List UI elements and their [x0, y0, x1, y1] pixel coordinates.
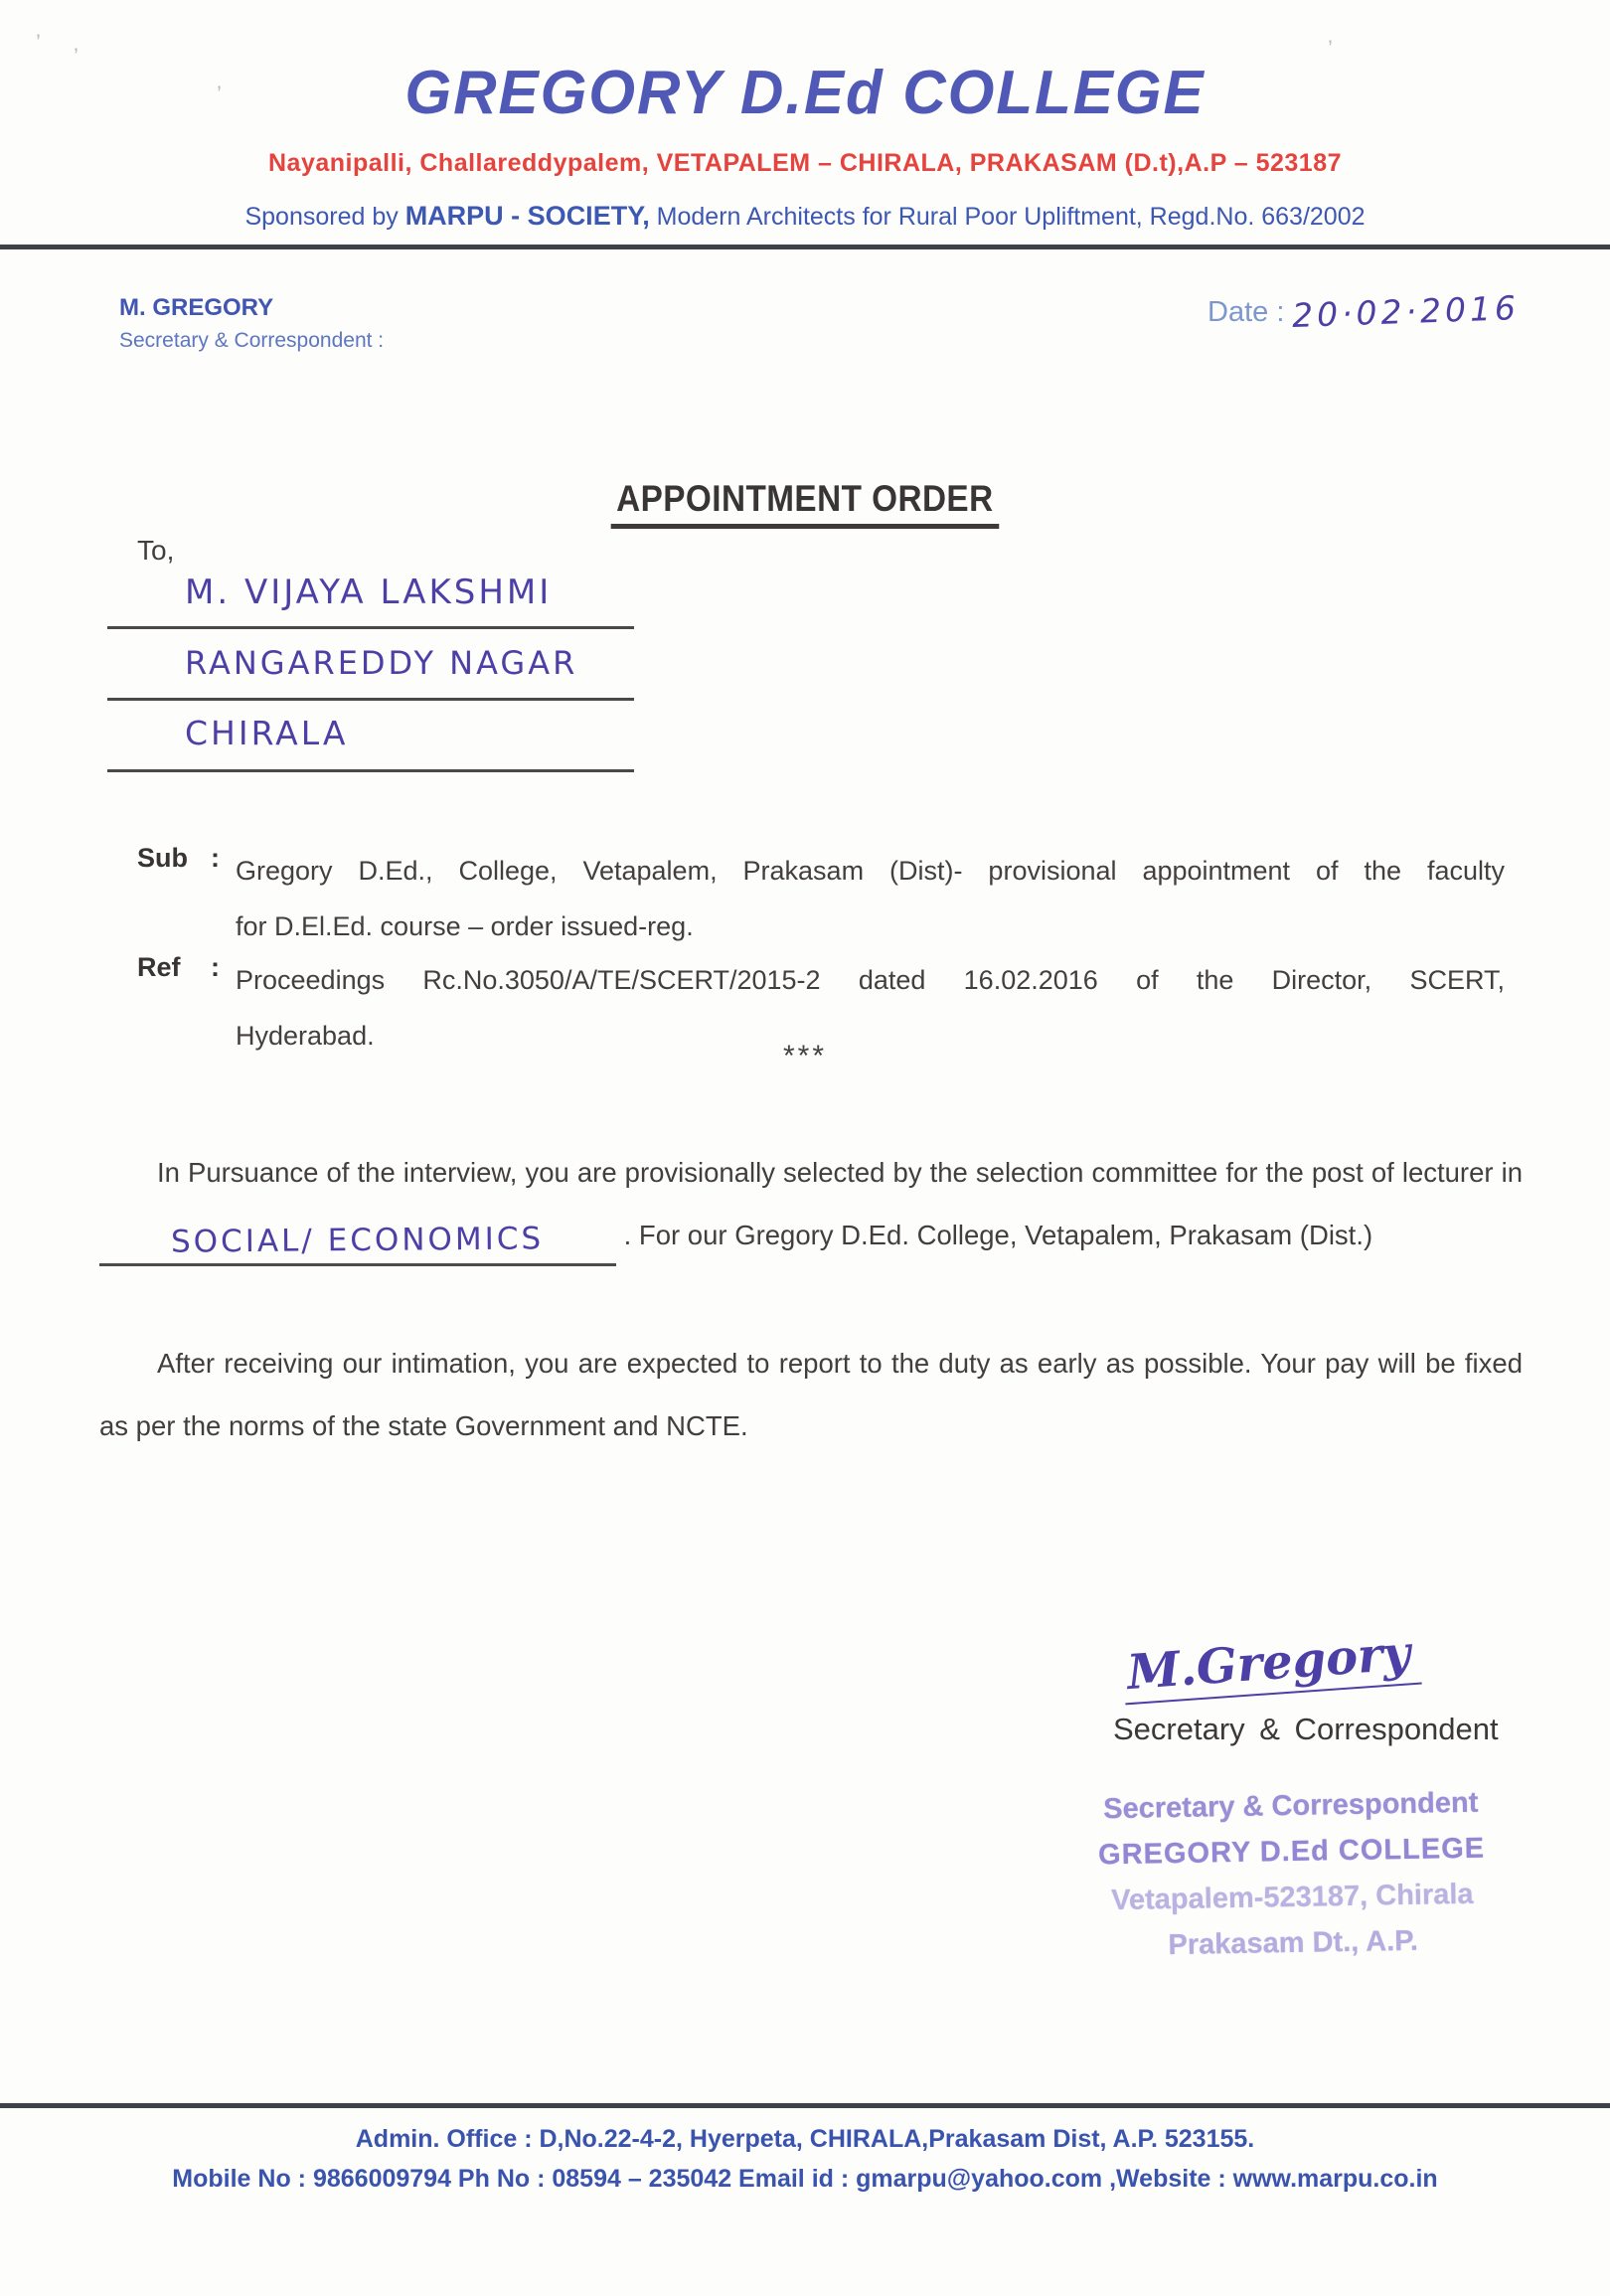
- sponsor-prefix: Sponsored by: [244, 203, 405, 231]
- paragraph-1-lead: In Pursuance of the interview, you are provisionally selected by the selection committee for the post of lecturer in: [157, 1157, 1523, 1188]
- college-name: GREGORY D.Ed COLLEGE: [404, 59, 1206, 127]
- reference-label: Ref: [137, 952, 181, 982]
- scan-artifact: ’: [36, 30, 41, 55]
- college-address: Nayanipalli, Challareddypalem, VETAPALEM – CHIRALA, PRAKASAM (D.t),A.P – 523187: [267, 149, 1343, 177]
- subject-text-line-2: for D.El.Ed. course – order issued-reg.: [236, 911, 694, 941]
- handwritten-recipient-name: M. VIJAYA LAKSHMI: [185, 573, 553, 612]
- recipient-area-line: [107, 644, 634, 701]
- handwritten-date: 20·02·2016: [1291, 288, 1522, 335]
- scan-artifact: ’: [74, 44, 79, 69]
- subject-colon: :: [211, 843, 220, 873]
- subject-label: Sub: [137, 843, 188, 873]
- recipient-city-line: [107, 714, 634, 772]
- stamp-line-2: GREGORY D.Ed COLLEGE: [1097, 1832, 1486, 1872]
- footer-rule: [0, 2103, 1610, 2108]
- subject-blank-line: [99, 1219, 616, 1266]
- handwritten-recipient-city: CHIRALA: [185, 714, 349, 752]
- reference-text-line-1: Proceedings Rc.No.3050/A/TE/SCERT/2015-2 dated 16.02.2016 of the Director, SCERT,: [236, 965, 1505, 995]
- section-separator: ***: [782, 1040, 828, 1072]
- sponsor-line: [0, 201, 1610, 232]
- handwritten-subject-name: SOCIAL/ ECONOMICS: [171, 1221, 545, 1260]
- officer-name: M. GREGORY: [119, 294, 274, 321]
- date-row: [1208, 288, 1522, 335]
- reference-colon: :: [211, 952, 220, 982]
- scan-artifact: ’: [1328, 36, 1333, 61]
- body-paragraph-1: [99, 1141, 1523, 1266]
- to-label: To,: [137, 535, 175, 566]
- paragraph-1-tail: . For our Gregory D.Ed. College, Vetapalem, Prakasam (Dist.): [616, 1220, 1373, 1250]
- officer-designation: Secretary & Correspondent :: [119, 329, 385, 352]
- stamp-line-3: Vetapalem-523187, Chirala: [1110, 1878, 1474, 1917]
- subject-text: [236, 843, 1505, 954]
- stamp-line-4: Prakasam Dt., A.P.: [1168, 1924, 1419, 1962]
- office-stamp: [1081, 1779, 1502, 1969]
- document-title: APPOINTMENT ORDER: [0, 478, 1610, 529]
- handwritten-signature: M.Gregory: [1121, 1625, 1422, 1706]
- header-rule: [0, 245, 1610, 249]
- footer-admin-line: Admin. Office : D,No.22-4-2, Hyerpeta, CHIRALA,Prakasam Dist, A.P. 523155.: [355, 2125, 1255, 2153]
- scan-artifact: ’: [217, 82, 222, 106]
- handwritten-recipient-area: RANGAREDDY NAGAR: [185, 644, 578, 682]
- date-label: Date :: [1208, 296, 1293, 328]
- body-paragraph-2: After receiving our intimation, you are expected to report to the duty as early as possible. Your pay will be fixed as per the norms of the state Government and NCTE.: [99, 1348, 1523, 1441]
- stamp-line-1: Secretary & Correspondent: [1102, 1786, 1479, 1826]
- footer-contact-line: Mobile No : 9866009794 Ph No : 08594 – 235042 Email id : gmarpu@yahoo.com ,Website : www.marpu.co.in: [172, 2165, 1438, 2193]
- reference-text-line-2: Hyderabad.: [236, 1021, 375, 1051]
- recipient-name-line: [107, 573, 634, 629]
- sponsor-society-name: MARPU - SOCIETY,: [404, 201, 650, 231]
- signatory-designation: Secretary & Correspondent: [1113, 1712, 1499, 1746]
- sponsor-suffix: Modern Architects for Rural Poor Upliftment, Regd.No. 663/2002: [649, 203, 1366, 231]
- subject-text-line-1: Gregory D.Ed., College, Vetapalem, Prakasam (Dist)- provisional appointment of the faculty: [236, 856, 1505, 886]
